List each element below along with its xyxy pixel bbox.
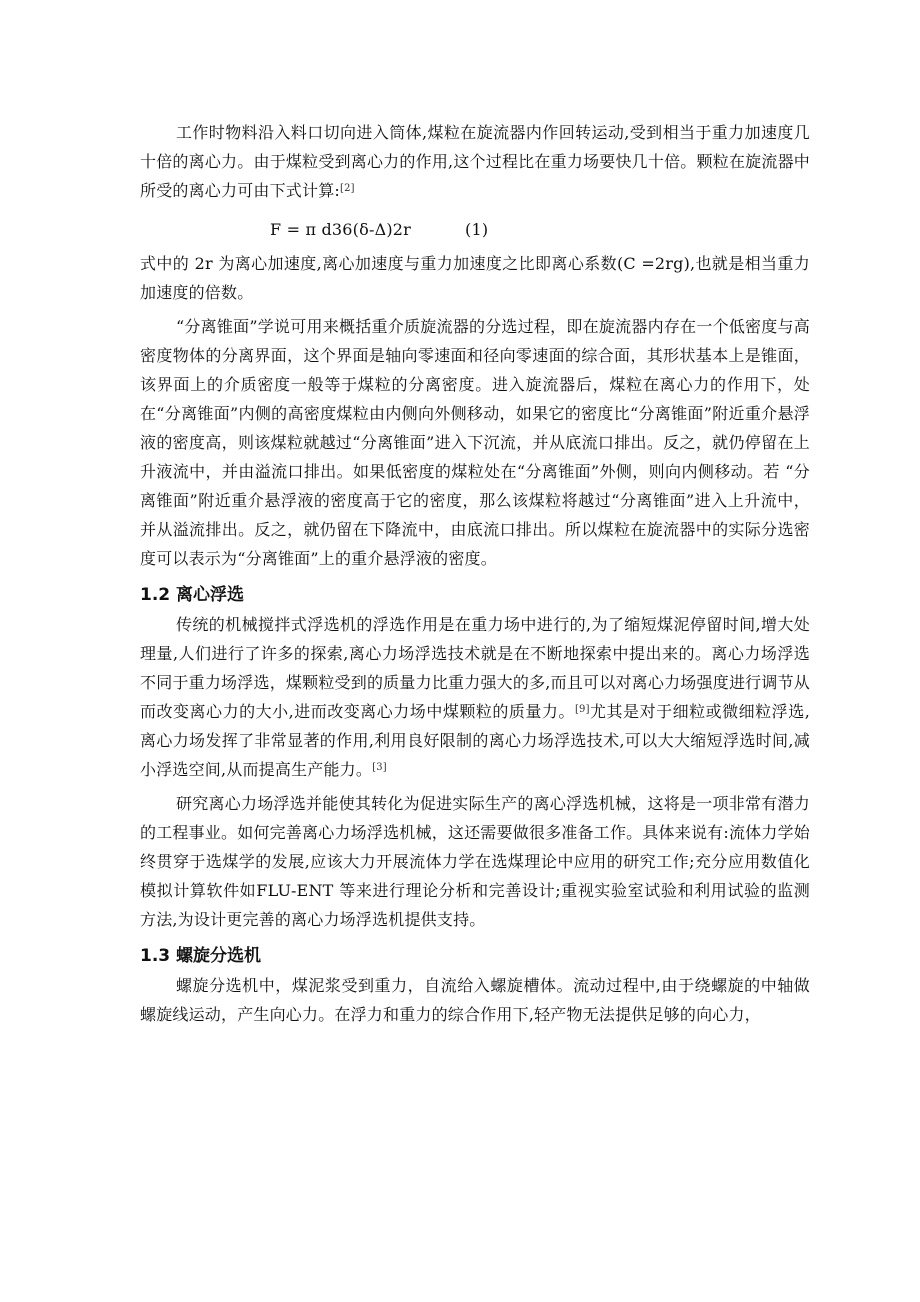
- paragraph-separation-cone: “分离锥面”学说可用来概括重介质旋流器的分选过程，即在旋流器内存在一个低密度与高密度物体的分离界面，这个界面是轴向零速面和径向零速面的综合面，其形状基本上是锥面，该界面上的介质密度一般等于煤粒的分离密度。进入旋流器后，煤粒在离心力的作用下，处在“分离锥面”内侧的高密度煤粒由内侧向外侧移动，如果它的密度比“分离锥面”附近重介悬浮液的密度高，则该煤粒就越过“分离锥面”进入下沉流，并从底流口排出。反之，就仍停留在上升液流中，并由溢流口排出。如果低密度的煤粒处在“分离锥面”外侧，则向内侧移动。若 “分离锥面”附近重介悬浮液的密度高于它的密度，那么该煤粒将越过“分离锥面”进入上升流中，并从溢流排出。反之，就仍留在下降流中，由底流口排出。所以煤粒在旋流器中的实际分选密度可以表示为“分离锥面”上的重介悬浮液的密度。: [140, 317, 810, 568]
- citation-2: [2]: [340, 183, 355, 194]
- formula-expression: F = π d36(δ-Δ)2r: [270, 220, 411, 239]
- paragraph-text-part-2: 尤其是对于细粒或微细粒浮选,离心力场发挥了非常显著的作用,利用良好限制的离心力场浮选技术,可以大大缩短浮选时间,减小浮选空间,从而提高生产能力。: [140, 702, 810, 779]
- paragraph-text: 工作时物料沿入料口切向进入筒体,煤粒在旋流器内作回转运动,受到相当于重力加速度几十倍的离心力。由于煤粒受到离心力的作用,这个过程比在重力场要快几十倍。颗粒在旋流器中所受的离心力可由下式计算:: [140, 123, 810, 200]
- section-heading-spiral-separator: 1.3 螺旋分选机: [140, 946, 262, 966]
- paragraph-flotation-research: 研究离心力场浮选并能使其转化为促进实际生产的离心浮选机械，这将是一项非常有潜力的工程事业。如何完善离心力场浮选机械，这还需要做很多准备工作。具体来说有:流体力学始终贯穿于选煤学的发展,应该大力开展流体力学在选煤理论中应用的研究工作;充分应用数值化模拟计算软件如FLU-ENT 等来进行理论分析和完善设计;重视实验室试验和利用试验的监测方法,为设计更完善的离心力场浮选机提供支持。: [140, 794, 810, 929]
- centrifugal-force-formula: [140, 215, 810, 244]
- citation-9: [9]: [574, 704, 590, 715]
- citation-3: [3]: [372, 762, 387, 773]
- paragraph-centrifugal-flotation: [140, 610, 810, 784]
- paragraph-formula-explanation: 式中的 2r 为离心加速度,离心加速度与重力加速度之比即离心系数(C =2rg),也就是相当重力加速度的倍数。: [140, 254, 810, 302]
- formula-number: (1): [465, 220, 489, 239]
- section-heading-centrifugal-flotation: 1.2 离心浮选: [140, 585, 245, 605]
- paragraph-hydrocyclone-operation: [140, 118, 810, 205]
- paragraph-text-part-1: 传统的机械搅拌式浮选机的浮选作用是在重力场中进行的,为了缩短煤泥停留时间,增大处理量,人们进行了许多的探索,离心力场浮选技术就是在不断地探索中提出来的。离心力场浮选不同于重力场浮选，煤颗粒受到的质量力比重力强大的多,而且可以对离心力场强度进行调节从而改变离心力的大小,进而改变离心力场中煤颗粒的质量力。: [140, 615, 810, 721]
- paragraph-spiral-separator: 螺旋分选机中，煤泥浆受到重力，自流给入螺旋槽体。流动过程中,由于绕螺旋的中轴做螺旋线运动，产生向心力。在浮力和重力的综合作用下,轻产物无法提供足够的向心力，: [140, 976, 810, 1024]
